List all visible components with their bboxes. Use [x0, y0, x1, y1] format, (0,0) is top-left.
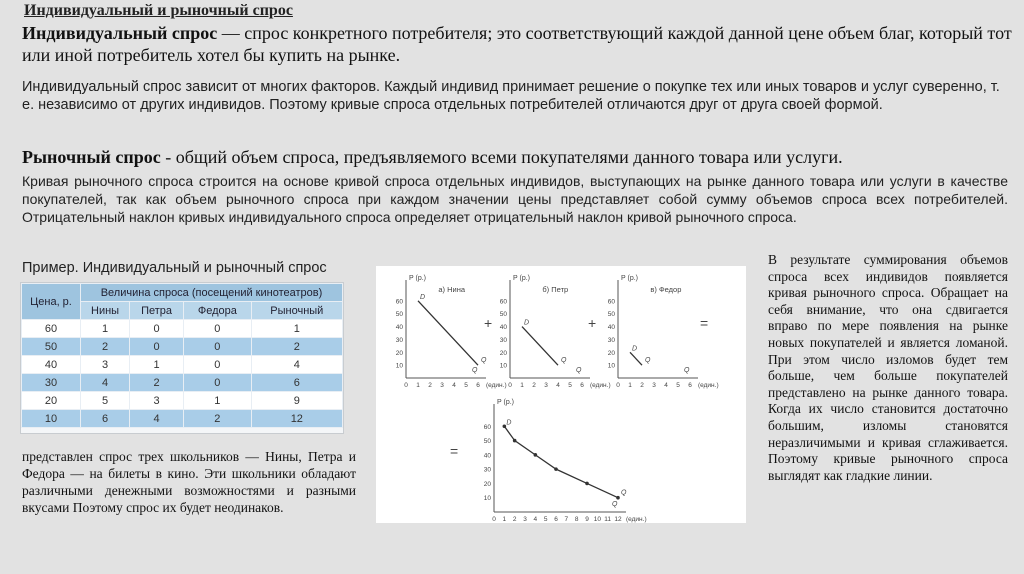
demand-curve [630, 352, 642, 365]
demand-charts-figure [376, 266, 746, 523]
y-tick-label: 60 [483, 423, 491, 431]
individual-factors-paragraph: Индивидуальный спрос зависит от многих факторов. Каждый индивид принимает решение о покупке тех или иных товаров и услуг суверенно, т. е. независимо от других индивидов. Поэтому кривые спроса отдельных потребителей отличаются друг от друга своей формой. [22, 79, 1000, 113]
chart-title: б) Петр [542, 285, 569, 294]
x-axis-label: Q [472, 367, 478, 374]
market-demand-term: Рыночный спрос [22, 147, 161, 167]
y-axis-label: P (р.) [497, 399, 514, 406]
table-cell: 60 [22, 320, 81, 338]
y-tick-label: 10 [395, 362, 403, 370]
col-header-petr: Петра [130, 302, 184, 320]
curve-label: D [420, 293, 426, 301]
y-tick-label: 50 [499, 311, 507, 319]
table-row [22, 374, 343, 392]
curve-label: D [632, 345, 638, 353]
x-axis-label: Q [612, 501, 618, 508]
y-tick-label: 50 [483, 438, 491, 446]
table-cell: 3 [81, 356, 130, 374]
equals-sign-1: = [700, 315, 709, 331]
x-tick-label: 2 [640, 382, 644, 389]
x-tick-label: 5 [568, 382, 572, 389]
table-cell: 2 [81, 338, 130, 356]
table-cell: 40 [22, 356, 81, 374]
table-cell: 0 [130, 338, 184, 356]
plus-sign-2: + [588, 315, 597, 331]
x-tick-label: 0 [616, 382, 620, 389]
x-tick-label: 6 [580, 382, 584, 389]
y-tick-label: 40 [607, 324, 615, 332]
y-tick-label: 60 [499, 298, 507, 306]
example-label: Пример. Индивидуальный и рыночный спрос [22, 260, 327, 276]
market-demand-text: - общий объем спроса, предъявляемого всеми покупателями данного товара или услуги. [160, 147, 843, 167]
table-cell: 9 [251, 392, 342, 410]
y-axis-label: P (р.) [621, 275, 638, 282]
y-tick-label: 40 [483, 452, 491, 460]
table-cell: 3 [130, 392, 184, 410]
x-tick-label: 5 [464, 382, 468, 389]
x-tick-label: 6 [554, 516, 558, 523]
y-tick-label: 60 [395, 298, 403, 306]
y-axis-label: P (р.) [409, 275, 426, 282]
table-cell: 1 [130, 356, 184, 374]
table-cell: 30 [22, 374, 81, 392]
x-tick-label: 4 [452, 382, 456, 389]
demand-curve [418, 301, 478, 365]
curve-end-label: Q [481, 357, 487, 365]
x-axis-label: Q [576, 367, 582, 374]
curve-end-label: Q [645, 357, 651, 365]
x-unit-label: (един.) [590, 382, 611, 389]
x-tick-label: 3 [652, 382, 656, 389]
x-tick-label: 7 [564, 516, 569, 523]
col-header-nina: Нины [81, 302, 130, 320]
table-row [22, 338, 343, 356]
table-cell: 6 [251, 374, 342, 392]
x-tick-label: 3 [544, 382, 548, 389]
y-tick-label: 10 [499, 362, 507, 370]
table-cell: 0 [184, 338, 252, 356]
curve-end-label: Q [621, 489, 627, 497]
table-cell: 1 [251, 320, 342, 338]
individual-demand-text: — спрос конкретного потребителя; это соответствующий каждой данной цене объем благ, который тот или иной потребитель хотел бы купить на рынке. [22, 23, 1012, 65]
curve-label: D [524, 319, 530, 327]
x-tick-label: 2 [532, 382, 536, 389]
x-tick-label: 8 [574, 516, 579, 523]
curve-end-label: Q [561, 357, 567, 365]
table-row [22, 356, 343, 374]
market-summation-note: В результате суммирования объемов спроса всех индивидов появляется кривая рыночного спроса. Обращает на себя внимание, что она сдвигается вправо по мере появления на рынке новых покупателей и является ломаной. При этом число изломов будет тем больше, чем больше покупателей представлено на рынке данного товара. Когда их число становится достаточно большим, изломы становятся неразличимыми и кривая сглаживается. Поэтому кривые рыночного спроса выглядят как гладкие линии. [768, 252, 1008, 483]
x-tick-label: 2 [428, 382, 432, 389]
market-curve-paragraph: Кривая рыночного спроса строится на основе кривой спроса отдельных индивидов, выступающих на рынке данного товара или услуги в качестве покупателей, так как объем рыночного спроса при каждом значении цены представляет собой сумму объемов спроса всех потребителей. Отрицательный наклон кривых индивидуального спроса определяет отрицательный наклон кривой рыночного спроса. [22, 173, 1008, 225]
y-tick-label: 30 [395, 336, 403, 344]
x-tick-label: 10 [593, 516, 601, 523]
x-tick-label: 0 [492, 516, 496, 523]
x-tick-label: 1 [502, 516, 507, 523]
market-demand-definition [22, 146, 1012, 168]
group-header: Величина спроса (посещений кинотеатров) [81, 284, 343, 302]
table-cell: 1 [81, 320, 130, 338]
table-cell: 4 [130, 410, 184, 428]
x-tick-label: 4 [556, 382, 560, 389]
y-tick-label: 20 [395, 349, 403, 357]
table-cell: 6 [81, 410, 130, 428]
x-tick-label: 1 [520, 382, 524, 389]
y-tick-label: 20 [607, 349, 615, 357]
table-row [22, 320, 343, 338]
individual-demand-definition [22, 22, 1012, 66]
data-point [513, 439, 517, 443]
x-tick-label: 0 [508, 382, 512, 389]
table-cell: 10 [22, 410, 81, 428]
data-point [534, 453, 538, 457]
individual-demand-term: Индивидуальный спрос [22, 23, 218, 43]
x-unit-label: (един.) [486, 382, 507, 389]
data-point [585, 482, 589, 486]
y-tick-label: 20 [483, 480, 491, 488]
x-tick-label: 4 [664, 382, 668, 389]
x-unit-label: (един.) [626, 516, 647, 523]
table-cell: 20 [22, 392, 81, 410]
x-tick-label: 5 [676, 382, 680, 389]
curve-label: D [506, 419, 512, 427]
col-header-fedor: Федора [184, 302, 252, 320]
table-cell: 5 [81, 392, 130, 410]
y-tick-label: 20 [499, 349, 507, 357]
demand-curve [504, 426, 618, 497]
x-tick-label: 6 [476, 382, 480, 389]
y-tick-label: 10 [607, 362, 615, 370]
x-tick-label: 1 [416, 382, 420, 389]
y-tick-label: 30 [499, 336, 507, 344]
x-tick-label: 9 [585, 516, 589, 523]
y-tick-label: 40 [499, 324, 507, 332]
students-note: представлен спрос трех школьников — Нины, Петра и Федора — на билеты в кино. Эти школьники обладают различными денежными возможностями и разными вкусами Поэтому спрос их будет неодинаков. [22, 449, 356, 515]
table-cell: 4 [81, 374, 130, 392]
table-cell: 0 [130, 320, 184, 338]
table-cell: 4 [251, 356, 342, 374]
table-cell: 0 [184, 320, 252, 338]
demand-table [21, 283, 343, 428]
x-tick-label: 3 [440, 382, 444, 389]
x-tick-label: 6 [688, 382, 692, 389]
table-cell: 0 [184, 356, 252, 374]
x-tick-label: 4 [533, 516, 538, 523]
equals-sign-2: = [450, 443, 459, 459]
y-tick-label: 10 [483, 495, 491, 503]
demand-charts-svg [376, 266, 746, 523]
demand-table-panel [20, 282, 344, 434]
y-tick-label: 50 [607, 311, 615, 319]
x-unit-label: (един.) [698, 382, 719, 389]
x-tick-label: 2 [512, 516, 517, 523]
x-tick-label: 12 [614, 516, 622, 523]
demand-curve [522, 327, 558, 366]
y-tick-label: 50 [395, 311, 403, 319]
chart-title: в) Федор [650, 285, 682, 294]
table-row [22, 410, 343, 428]
x-axis-label: Q [684, 367, 690, 374]
data-point [616, 496, 620, 500]
x-tick-label: 3 [523, 516, 527, 523]
data-point [554, 467, 558, 471]
x-tick-label: 5 [543, 516, 548, 523]
table-cell: 1 [184, 392, 252, 410]
table-cell: 2 [184, 410, 252, 428]
y-tick-label: 40 [395, 324, 403, 332]
price-header: Цена, р. [22, 284, 81, 320]
y-axis-label: P (р.) [513, 275, 530, 282]
x-tick-label: 11 [604, 516, 612, 523]
table-cell: 50 [22, 338, 81, 356]
y-tick-label: 60 [607, 298, 615, 306]
table-cell: 0 [184, 374, 252, 392]
y-tick-label: 30 [483, 466, 491, 474]
page-title: Индивидуальный и рыночный спрос [24, 2, 293, 19]
y-tick-label: 30 [607, 336, 615, 344]
table-cell: 12 [251, 410, 342, 428]
x-tick-label: 0 [404, 382, 408, 389]
table-row [22, 392, 343, 410]
table-cell: 2 [130, 374, 184, 392]
plus-sign-1: + [484, 315, 493, 331]
table-cell: 2 [251, 338, 342, 356]
x-tick-label: 1 [628, 382, 632, 389]
chart-title: а) Нина [438, 285, 466, 294]
col-header-market: Рыночный [251, 302, 342, 320]
